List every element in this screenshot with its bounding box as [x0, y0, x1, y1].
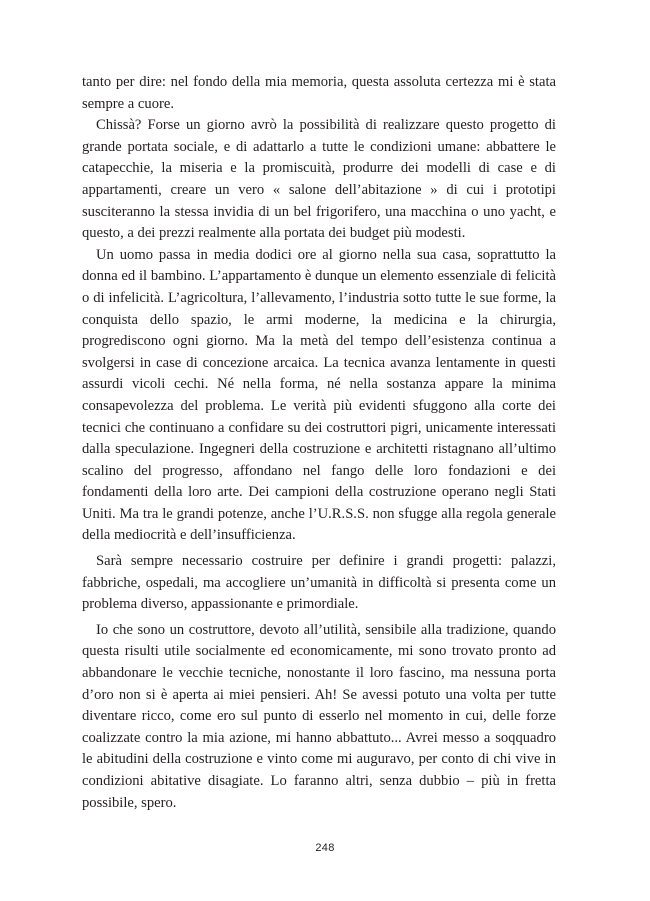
- paragraph-1: tanto per dire: nel fondo della mia memoria, questa assoluta certezza mi è stata sempre a cuore.: [82, 74, 556, 112]
- paragraph-3: Un uomo passa in media dodici ore al giorno nella sua casa, soprattutto la donna ed il bambino. L’appartamento è dunque un elemento essenziale di felicità o di infelicità. L’agricoltura, l’allevamento, l’industria sotto tutte le sue forme, la conquista dello spazio, le armi moderne, la medicina e la chirurgia, progrediscono ogni giorno. Ma la metà del tempo dell’esistenza continua a svolgersi in case di concezione arcaica. La tecnica avanza lentamente in questi assurdi vicoli cechi. Né nella forma, né nella sostanza appare la minima consapevolezza del problema. Le verità più evidenti sfuggono alla corte dei tecnici che continuano a confidare su dei costruttori pigri, unicamente interessati dalla speculazione. Ingegneri della costruzione e architetti ristagnano all’ultimo scalino del progresso, affondano nel fango delle loro fondazioni e dei fondamenti della loro arte. Dei campioni della costruzione operano negli Stati Uniti. Ma tra le grandi potenze, anche l’U.R.S.S. non sfugge alla regola generale della mediocrità e dell’insufficienza.: [82, 246, 556, 544]
- page-number: 248: [315, 842, 335, 854]
- paragraph-5: Io che sono un costruttore, devoto all’utilità, sensibile alla tradizione, quando questa risulti utile socialmente ed economicamente, mi sono trovato pronto ad abbandonare le vecchie tecniche, nonostante il loro fascino, ma nessuna porta d’oro non si è aperta ai miei pensieri. Ah! Se avessi potuto una volta per tutte diventare ricco, come ero sul punto di esserlo nel momento in cui, delle forze coalizzate contro la mia azione, mi hanno abbattuto... Avrei messo a soqquadro le abitudini della costruzione e vinto come mi auguravo, per conto di chi vive in condizioni abitative disagiate. Lo faranno altri, senza dubbio – più in fretta possibile, spero.: [82, 621, 556, 811]
- paragraph-2: Chissà? Forse un giorno avrò la possibilità di realizzare questo progetto di grande portata sociale, e di adattarlo a tutte le condizioni umane: abbattere le catapecchie, la miseria e la promiscuità, produrre dei modelli di case e di appartamenti, creare un vero « salone dell’abitazione » di cui i prototipi susciteranno la stessa invidia di un bel frigorifero, una macchina o uno yacht, e questo, a dei prezzi realmente alla portata dei budget più modesti.: [82, 117, 556, 242]
- body-text: [82, 72, 556, 814]
- paragraph-4: Sarà sempre necessario costruire per definire i grandi progetti: palazzi, fabbriche, ospedali, ma accogliere un’umanità in difficoltà si presenta come un problema diverso, appassionante e primordiale.: [82, 553, 556, 613]
